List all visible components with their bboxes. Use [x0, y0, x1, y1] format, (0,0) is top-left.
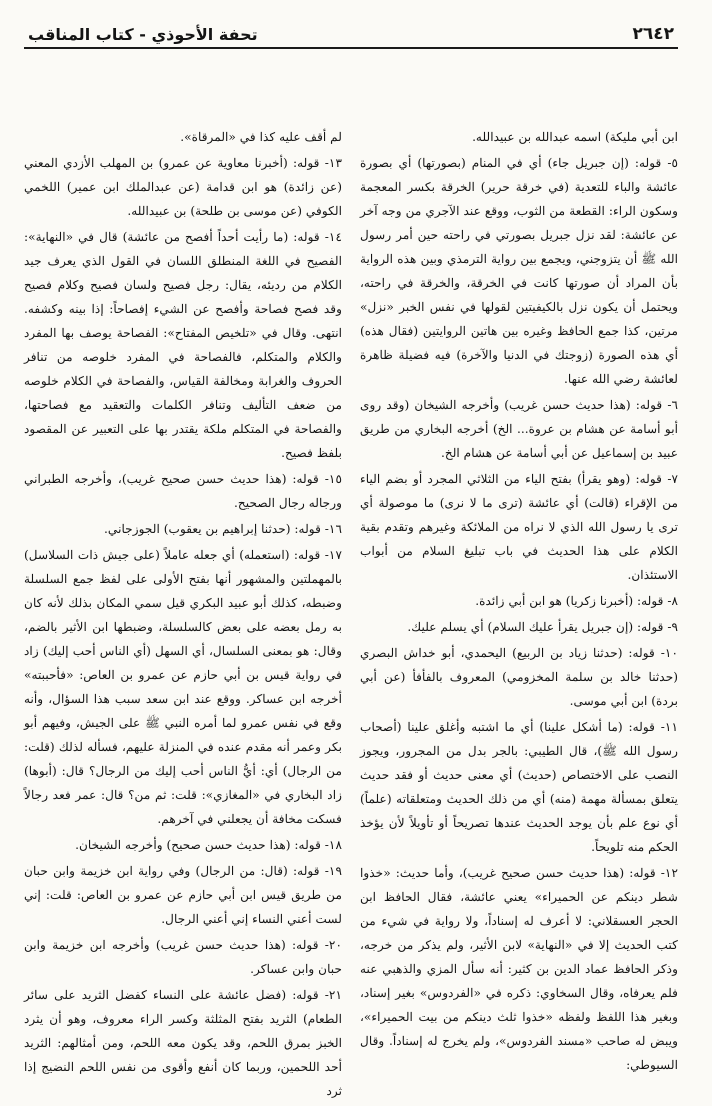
paragraph: ١٠- قوله: (حدثنا زياد بن الربيع) اليحمدي، أبو خداش البصري (حدثنا خالد بن سلمة المخزومي) المعروف بالفأفأ (عن أبي بردة) ابن أبي موسى. — [360, 646, 678, 708]
paragraph: ٢١- قوله: (فضل عائشة على النساء كفضل الثريد على سائر الطعام) الثريد بفتح المثلثة وكسر الراء معروف، وهو أن يثرد الخبز بمرق اللحم، وقد يكون معه اللحم، ومن أمثالهم: الثريد أحد اللحمين، وربما كان أنفع وأقوى من نفس اللحم النضيج إذا ثرد — [24, 988, 342, 1098]
paragraph: ابن أبي مليكة) اسمه عبدالله بن عبيدالله. — [472, 130, 678, 144]
text-columns — [24, 125, 678, 1098]
paragraph: ٩- قوله: (إن جبريل يقرأ عليك السلام) أي يسلم عليك. — [407, 620, 678, 634]
paragraph: ١٧- قوله: (استعمله) أي جعله عاملاً (على جيش ذات السلاسل) بالمهملتين والمشهور أنها بفتح الأولى على لفظ جمع السلسلة وضبطه، كذلك أبو عبيد البكري قيل سمي المكان بذلك لأنه كان به رمل بعضه على بعض كالسلسلة، وضبطها ابن الأثير بالضم، وقال: هو بمعنى السلسال، أي السهل (أي الناس أحب إليك) زاد في رواية قيس بن أبي حازم عن عمرو بن العاص: «فأحببته» أخرجه ابن عساكر. ووقع عند ابن سعد سبب هذا السؤال، وأنه وقع في نفس عمرو لما أمره النبي ﷺ على الجيش، وفيهم أبو بكر وعمر أنه مقدم عنده في المنزلة عليهم، فسأله لذلك (قلت: من الرجال) أي: أيُّ الناس أحب إليك من الرجال؟ قال: (أبوها) زاد البخاري في «المغازي»: قلت: ثم من؟ قال: عمر فعد رجالاً فسكت مخافة أن يجعلني في آخرهم. — [24, 548, 342, 826]
running-title: تحفة الأحوذي - كتاب المناقب — [28, 25, 258, 44]
paragraph: ١٨- قوله: (هذا حديث حسن صحيح) وأخرجه الشيخان. — [75, 838, 342, 852]
paragraph: ٢٠- قوله: (هذا حديث حسن غريب) وأخرجه ابن خزيمة وابن حبان وابن عساكر. — [24, 938, 342, 976]
paragraph: ١٤- قوله: (ما رأيت أحداً أفصح من عائشة) قال في «النهاية»: الفصيح في اللغة المنطلق اللسان في القول الذي يعرف جيد الكلام من رديئه، يقال: رجل فصيح ولسان فصيح وكلام فصيح وقد فصح فصاحة وأفصح عن الشيء إفصاحاً: إذا بينه وكشفه. انتهى. وقال في «تلخيص المفتاح»: الفصاحة يوصف بها المفرد والكلام والمتكلم، فالفصاحة في المفرد خلوصه من تنافر الحروف والغرابة ومخالفة القياس، والفصاحة في الكلام خلوصه من ضعف التأليف وتنافر الكلمات والتعقيد مع فصاحتها، والفصاحة في المتكلم ملكة يقتدر بها على التعبير عن المقصود بلفظ فصيح. — [24, 230, 342, 460]
right-column — [360, 125, 678, 1085]
paragraph: ٨- قوله: (أخبرنا زكريا) هو ابن أبي زائدة. — [475, 594, 678, 608]
paragraph: ١٩- قوله: (قال: من الرجال) وفي رواية ابن خزيمة وابن حبان من طريق قيس ابن أبي حازم عن عمرو بن العاص: قلت: إني لست أعني النساء إني أعني الرجال. — [24, 864, 342, 926]
page-header — [24, 14, 678, 49]
paragraph: ١٣- قوله: (أخبرنا معاوية عن عمرو) بن المهلب الأزدي المعني (عن زائدة) هو ابن قدامة (عن عبدالملك ابن عمير) اللخمي الكوفي (عن موسى بن طلحة) بن عبيدالله. — [24, 156, 342, 218]
left-column — [24, 125, 342, 1098]
paragraph: ٦- قوله: (هذا حديث حسن غريب) وأخرجه الشيخان (وقد روى أبو أسامة عن هشام بن عروة... الخ) أخرجه البخاري من طريق عبيد بن إسماعيل عن أبي أسامة عن هشام الخ. — [360, 398, 678, 460]
paragraph: لم أقف عليه كذا في «المرقاة». — [180, 130, 342, 144]
paragraph: ٥- قوله: (إن جبريل جاء) أي في المنام (بصورتها) أي بصورة عائشة والباء للتعدية (في خرقة حرير) الخرقة بكسر المعجمة وسكون الراء: القطعة من الثوب، ووقع عند الآجري من وجه آخر عن عائشة: لقد نزل جبريل بصورتي في راحته حين أمر رسول الله ﷺ أن يتزوجني، ويجمع بين رواية الترمذي وبين هذه الرواية بأن المراد أن صورتها كانت في الخرقة، والخرقة في راحته، ويحتمل أن يكون نزل بالكيفيتين لقولها في نفس الخبر «نزل» مرتين، كذا جمع الحافظ وغيره بين هاتين الروايتين (فقال هذه) أي هذه الصورة (زوجتك في الدنيا والآخرة) فيه فضيلة ظاهرة لعائشة رضي الله عنها. — [360, 156, 678, 386]
paragraph: ١٦- قوله: (حدثنا إبراهيم بن يعقوب) الجوزجاني. — [104, 522, 342, 536]
paragraph: ١٥- قوله: (هذا حديث حسن صحيح غريب)، وأخرجه الطبراني ورجاله رجال الصحيح. — [24, 472, 342, 510]
paragraph: ٧- قوله: (وهو يقرأ) بفتح الياء من الثلاثي المجرد أو بضم الياء من الإقراء (قالت) أي عائشة (ترى ما لا نرى) ما موصولة أي ترى يا رسول الله الذي لا نراه من الملائكة وغيرهم وتقدم بقية الكلام على هذا الحديث في باب تبليغ السلام من أبواب الاستئذان. — [360, 472, 678, 582]
paragraph: ١٢- قوله: (هذا حديث حسن صحيح غريب)، وأما حديث: «خذوا شطر دينكم عن الحميراء» يعني عائشة، فقال الحافظ ابن الحجر العسقلاني: لا أعرف له إسناداً، ولا رواية في شيء من كتب الحديث إلا في «النهاية» لابن الأثير، ولم يذكر من خرجه، وذكر الحافظ عماد الدين بن كثير: أنه سأل المزي والذهبي عنه فلم يعرفاه، وقال السخاوي: ذكره في «الفردوس» بغير إسناد، وبغير هذا اللفظ ولفظه «خذوا ثلث دينكم من بيت الحميراء»، ويبض له صاحب «مسند الفردوس»، ولم يخرج له إسناداً. وقال السيوطي: — [360, 866, 678, 1072]
paragraph: ١١- قوله: (ما أشكل علينا) أي ما اشتبه وأغلق علينا (أصحاب رسول الله ﷺ)، قال الطيبي: بالجر بدل من المجرور، ويجوز النصب على الاختصاص (حديث) أي معنى حديث أو فقد حديث يتعلق بمسألة مهمة (منه) أي من ذلك الحديث ومتعلقاته (علماً) أي نوع علم بأن يوجد الحديث عندها تصريحاً أو تأويلاً لأن يؤخذ الحكم منه تلويحاً. — [360, 720, 678, 854]
page-number: ٢٦٤٢ — [632, 24, 674, 44]
